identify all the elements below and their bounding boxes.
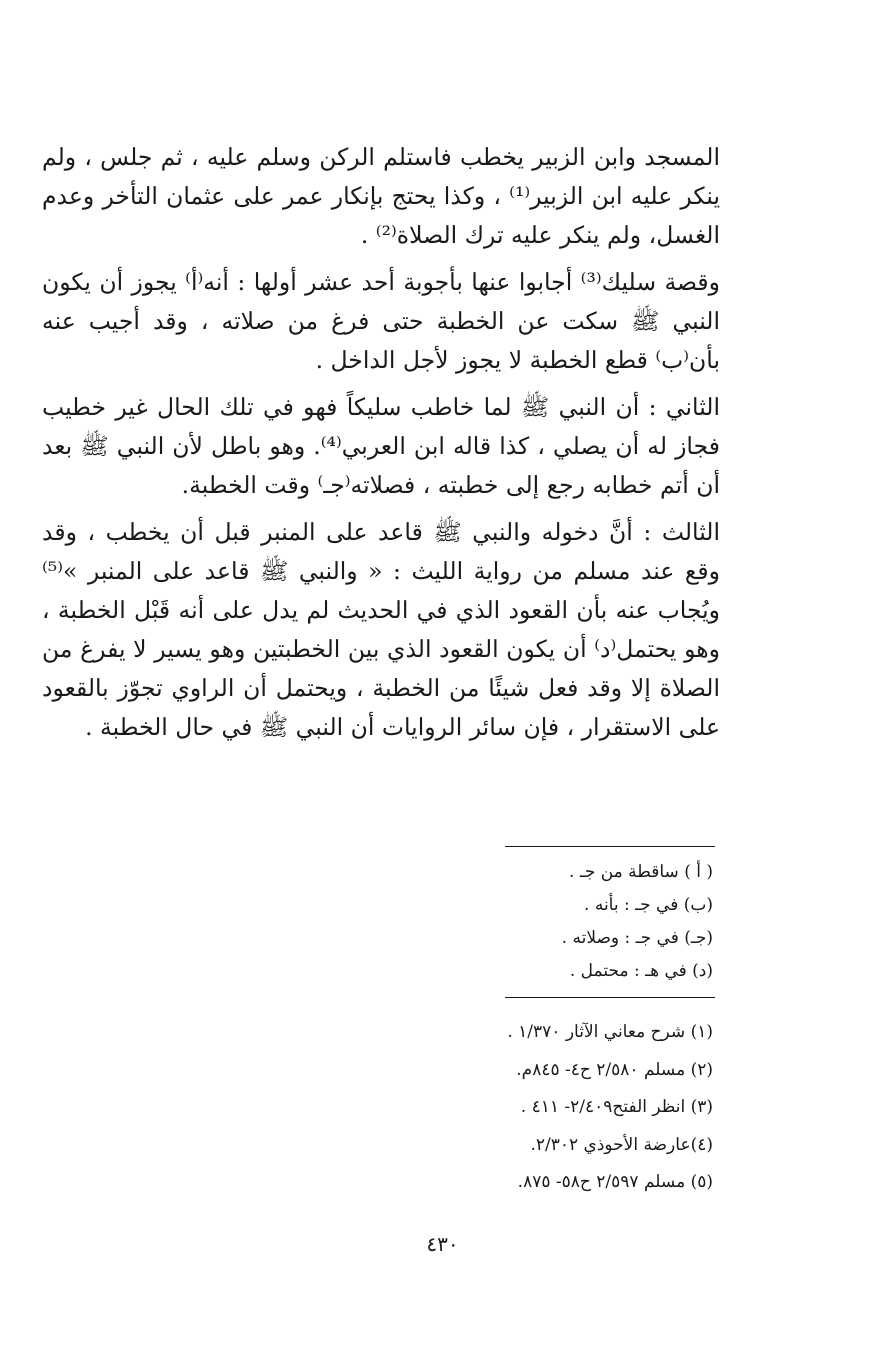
footnote-2: (٢) مسلم ٢/٥٨٠ ح٤- ٨٤٥م. xyxy=(516,1059,713,1080)
page-number: ٤٣٠ xyxy=(426,1232,459,1256)
footnote-5: (٥) مسلم ٢/٥٩٧ ح٥٨- ٨٧٥. xyxy=(517,1172,713,1192)
footnote-d: (د) في هـ : محتمل . xyxy=(569,961,713,981)
footnotes-references xyxy=(293,1014,713,1202)
footnote-1: (١) شرح معاني الآثار ١/٣٧٠ . xyxy=(507,1022,713,1042)
footnote-j: (جـ) في جـ : وصلاته . xyxy=(561,928,713,948)
paragraph-3: الثاني : أن النبي ﷺ لما خاطب سليكاً فهو في تلك الحال غير خطيب فجاز له أن يصلي ، كذا قاله ابن العربي⁽⁴⁾. وهو باطل لأن النبي ﷺ بعد أن أتم خطابه رجع إلى خطبته ، فصلاته⁽جـ⁾ وقت الخطبة. xyxy=(42,393,720,499)
paragraph-1: المسجد وابن الزبير يخطب فاستلم الركن وسلم عليه ، ثم جلس ، ولم ينكر عليه ابن الزبير⁽¹⁾ ، وكذا يحتج بإنكار عمر على عثمان التأخر وعدم الغسل، ولم ينكر عليه ترك الصلاة⁽²⁾ . xyxy=(42,143,720,249)
footnote-a: ( أ ) ساقطة من جـ . xyxy=(569,862,713,882)
footnote-divider-letters xyxy=(505,846,715,847)
footnote-divider-numbers xyxy=(505,997,715,998)
footnote-b: (ب) في جـ : بأنه . xyxy=(584,895,713,915)
paragraph-4: الثالث : أنَّ دخوله والنبي ﷺ قاعد على المنبر قبل أن يخطب ، وقد وقع عند مسلم من رواية الليث : « والنبي ﷺ قاعد على المنبر »⁽⁵⁾ ويُجاب عنه بأن القعود الذي في الحديث لم يدل على أنه قَبْل الخطبة ، وهو يحتمل⁽د⁾ أن يكون القعود الذي بين الخطبتين وهو يسير لا يفرغ من الصلاة إلا وقد فعل شيئًا من الخطبة ، ويحتمل أن الراوي تجوّز بالقعود على الاستقرار ، فإن سائر الروايات أن النبي ﷺ في حال الخطبة . xyxy=(42,518,720,741)
paragraph-2: وقصة سليك⁽³⁾ أجابوا عنها بأجوبة أحد عشر أولها : أنه⁽أ⁾ يجوز أن يكون النبي ﷺ سكت عن الخطبة حتى فرغ من صلاته ، وقد أجيب عنه بأن⁽ب⁾ قطع الخطبة لا يجوز لأجل الداخل . xyxy=(42,268,721,374)
footnote-3: (٣) انظر الفتح٢/٤٠٩- ٤١١ . xyxy=(520,1097,713,1117)
footnote-4: (٤)عارضة الأحوذي ٢/٣٠٢. xyxy=(530,1134,713,1155)
main-text-block xyxy=(42,138,720,747)
footnotes-variant-readings xyxy=(293,856,713,988)
